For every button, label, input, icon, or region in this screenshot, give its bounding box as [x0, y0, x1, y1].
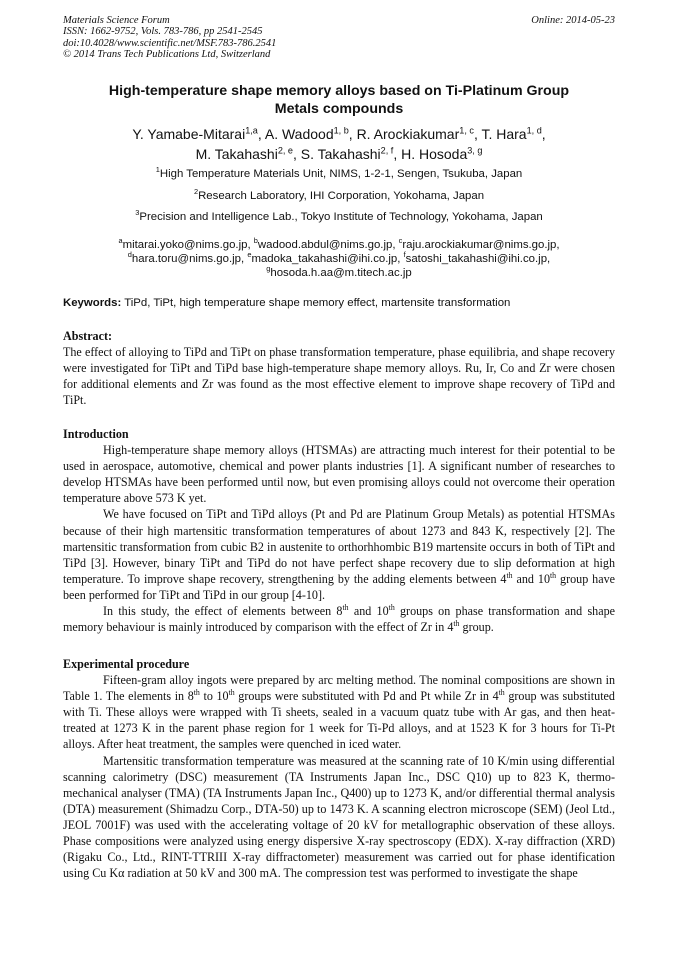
author-sup: 3, g — [467, 145, 483, 156]
title-line-2: Metals compounds — [274, 101, 404, 117]
abstract-text: The effect of alloying to TiPd and TiPt on phase transformation temperature, phase equilibria, and shape recovery were investigated for TiPt and TiPd base high-temperature shape memory alloys. Ru, Ir, Co and Zr were chosen for additional elements and Zr was found as the most effective element to improve shape recovery of TiPd and TiPt. — [63, 345, 615, 408]
exp-paragraph-1 — [63, 672, 615, 752]
email-line-2 — [63, 252, 615, 266]
issn: ISSN: 1662-9752, Vols. 783-786, pp 2541-2545 — [63, 26, 263, 38]
email-line-1 — [63, 238, 615, 252]
email[interactable]: mitarai.yoko@nims.go.jp, — [122, 239, 254, 251]
affiliation-sup: 2 — [193, 187, 199, 197]
email-sup: d — [127, 250, 132, 260]
text-run: We have focused on TiPt and TiPd alloys (Pt and Pd are Platinum Group Metals) as potential HTSMAs because of their high martensitic transformation temperatures of about 1273 and 843 K, respectively [2]. The martensitic transformation from cubic B2 in austenite to orthorhhombic B19 martensite occurs in both of TiPt and TiPd [3]. However, binary TiPt and TiPd do not have perfect shape recovery due to slip deformation at high temperature. To improve shape recovery, strengthening by the adding elements between 4 — [63, 507, 615, 586]
email[interactable]: wadood.abdul@nims.go.jp, — [257, 239, 399, 251]
introduction-section — [63, 426, 615, 635]
text-run: and 10 — [348, 604, 389, 619]
author-name: A. Wadood — [264, 126, 334, 142]
author-name: R. Arockiakumar — [356, 126, 460, 142]
author-sep: , — [348, 126, 357, 142]
author-sep: , — [292, 146, 301, 162]
author-line-2 — [63, 144, 615, 164]
ordinal-sup: th — [506, 570, 513, 580]
author-sep: , — [393, 146, 402, 162]
ordinal-sup: th — [193, 688, 200, 698]
ordinal-sup: th — [388, 603, 395, 612]
keywords — [63, 296, 615, 310]
ordinal-sup: th — [342, 603, 349, 612]
text-run: Fifteen-gram alloy ingots were prepared by arc melting method. The nominal compositions are shown in Table 1. The elements in 8 — [63, 673, 615, 704]
email-sup: f — [403, 250, 406, 260]
doi: doi:10.4028/www.scientific.net/MSF.783-786.2541 — [63, 37, 277, 49]
author-sup: 1,a — [245, 125, 258, 136]
ordinal-sup: th — [453, 619, 460, 629]
intro-paragraph-1: High-temperature shape memory alloys (HTSMAs) are attracting much interest for their potential to be used in aerospace, automotive, chemical and power plants industries [1]. A significant number of researches to develop HTSMAs have been performed until now, but even promising alloys could not overcome their operation temperature above 573 K yet. — [63, 443, 615, 506]
intro-paragraph-3 — [63, 603, 615, 635]
text-run: In this study, the effect of elements between 8 — [103, 604, 343, 619]
text-run: to 10 — [199, 689, 229, 704]
ordinal-sup: th — [498, 688, 505, 698]
author-name: M. Takahashi — [195, 146, 278, 162]
journal-name: Materials Science Forum — [63, 15, 170, 26]
text-run: groups were substituted with Pd and Pt while Zr in 4 — [234, 689, 499, 704]
email-list — [63, 238, 615, 280]
ordinal-sup: th — [550, 570, 557, 580]
author-sup: 1, d — [526, 125, 542, 136]
affiliation-3 — [63, 210, 615, 224]
affiliation-1 — [63, 167, 615, 181]
experimental-section — [63, 656, 615, 881]
affiliation-sup: 3 — [135, 208, 140, 218]
copyright: © 2014 Trans Tech Publications Ltd, Switzerland — [63, 49, 271, 61]
email-sup: e — [247, 250, 252, 260]
paper-title — [63, 82, 615, 118]
text-run: group have been performed for TiPt and TiPd in our group [4-10]. — [63, 571, 615, 602]
keywords-text: TiPd, TiPt, high temperature shape memory effect, martensite transformation — [121, 297, 511, 309]
affiliation-text: Precision and Intelligence Lab., Tokyo Institute of Technology, Yokohama, Japan — [139, 211, 543, 223]
text-run: group was substituted with Ti. These alloys were wrapped with Ti sheets, sealed in a vacuum quatz tube with Ar gas, and then heat-treated at 1273 K in the parent phase region for 1 week for Ti-Pd alloys, and at 1523 K for 3 hours for Ti-Pt alloys. After heat treatment, the samples were quenched in iced water. — [63, 689, 615, 752]
email[interactable]: satoshi_takahashi@ihi.co.jp, — [405, 253, 551, 265]
author-name: T. Hara — [481, 126, 527, 142]
experimental-heading: Experimental procedure — [63, 657, 190, 671]
author-sup: 1, b — [333, 125, 349, 136]
abstract-section — [63, 328, 615, 408]
affiliation-sup: 1 — [155, 165, 160, 175]
author-sep: , — [473, 126, 482, 142]
introduction-heading: Introduction — [63, 427, 129, 441]
email-sup: g — [266, 264, 271, 274]
email-sup: b — [253, 236, 258, 246]
author-sup: 1, c — [459, 125, 474, 136]
author-name: Y. Yamabe-Mitarai — [132, 126, 246, 142]
online-date: Online: 2014-05-23 — [531, 15, 615, 26]
email[interactable]: raju.arockiakumar@nims.go.jp, — [402, 239, 560, 251]
author-name: S. Takahashi — [300, 146, 381, 162]
author-line-1 — [63, 124, 615, 144]
intro-paragraph-2 — [63, 506, 615, 603]
journal-header — [63, 15, 615, 61]
email-sup: c — [398, 236, 403, 246]
author-list — [63, 124, 615, 164]
author-name: H. Hosoda — [401, 146, 468, 162]
author-sup: 2, e — [277, 145, 293, 156]
author-sup: 2, f — [380, 145, 394, 156]
email[interactable]: hosoda.h.aa@m.titech.ac.jp — [270, 267, 412, 279]
exp-paragraph-2: Martensitic transformation temperature was measured at the scanning rate of 10 K/min using differential scanning calorimetry (DSC) measurement (TA Instruments Japan Inc., DSC Q10) up to 823 K, thermo-mechanical analyser (TMA) (TA Instruments Japan Inc., Q400) up to 1273 K, and/or differential thermal analysis (DTA) measurement (Shimadzu Corp., DTA-50) up to 1473 K. A scanning electron microscope (SEM) (Jeol Ltd., JEOL 7001F) was used with the accelerating voltage of 20 kV for metallographic observation of these alloys. Phase compositions were analyzed using energy dispersive X-ray spectroscopy (EDX). X-ray diffraction (XRD) (Rigaku Co., Ltd., RINT-TTRIII X-ray diffractometer) measurement was carried out for phase identification using Cu Kα radiation at 50 kV and 300 mA. The compression test was performed to investigate the shape — [63, 753, 615, 881]
abstract-heading: Abstract: — [63, 329, 113, 343]
text-run: groups on phase transformation and shape memory behaviour is mainly introduced by comparison with the effect of Zr in 4 — [63, 604, 616, 635]
ordinal-sup: th — [228, 688, 235, 698]
email[interactable]: madoka_takahashi@ihi.co.jp, — [251, 253, 404, 265]
affiliation-text: Research Laboratory, IHI Corporation, Yokohama, Japan — [198, 190, 485, 202]
title-line-1: High-temperature shape memory alloys based on Ti-Platinum Group — [108, 83, 570, 99]
text-run: and 10 — [512, 571, 550, 586]
affiliation-2 — [63, 189, 615, 203]
author-sep: , — [257, 126, 265, 142]
email[interactable]: hara.toru@nims.go.jp, — [131, 253, 248, 265]
affiliation-text: High Temperature Materials Unit, NIMS, 1-2-1, Sengen, Tsukuba, Japan — [159, 168, 523, 180]
keywords-label: Keywords: — [63, 297, 122, 309]
author-sep: , — [541, 126, 546, 142]
text-run: group. — [459, 620, 494, 635]
email-sup: a — [118, 236, 123, 246]
email-line-3 — [63, 266, 615, 280]
